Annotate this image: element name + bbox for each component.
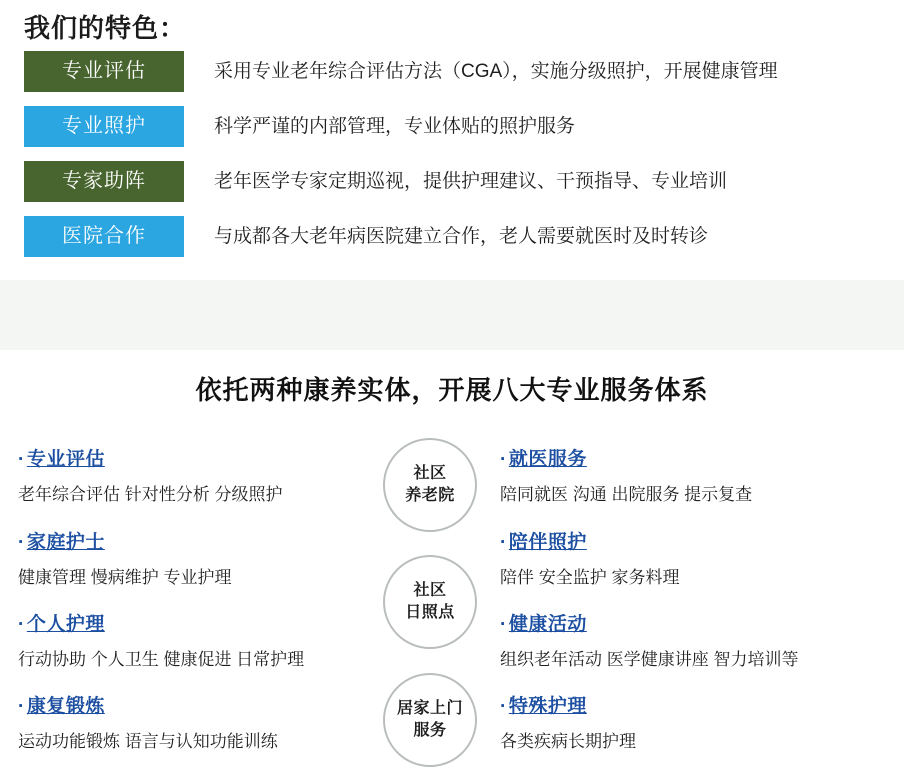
entity-circle-community-nursing-home (383, 438, 477, 532)
service-desc: 陪伴 安全监护 家务料理 (500, 568, 680, 587)
bullet-icon: · (500, 696, 507, 717)
feature-row (24, 216, 880, 257)
circle-line-2: 养老院 (405, 487, 455, 504)
service-title-text: 专业评估 (26, 449, 105, 470)
circle-line-1: 居家上门 (396, 700, 463, 717)
section-divider (0, 280, 904, 350)
feature-tag: 专业照护 (24, 106, 184, 147)
features-section (0, 0, 904, 300)
service-desc: 组织老年活动 医学健康讲座 智力培训等 (500, 650, 799, 669)
service-title-text: 健康活动 (508, 614, 587, 635)
service-title (18, 527, 398, 554)
service-title (18, 444, 398, 471)
service-title (18, 609, 398, 636)
service-desc: 行动协助 个人卫生 健康促进 日常护理 (18, 650, 305, 669)
bullet-icon: · (500, 614, 507, 635)
service-desc: 老年综合评估 针对性分析 分级照护 (18, 485, 283, 504)
service-desc: 运动功能锻炼 语言与认知功能训练 (18, 732, 278, 751)
bullet-icon: · (500, 449, 507, 470)
feature-tag: 专家助阵 (24, 161, 184, 202)
feature-row (24, 161, 880, 202)
bullet-icon: · (18, 614, 25, 635)
entity-circle-community-day-care (383, 555, 477, 649)
feature-text: 科学严谨的内部管理，专业体贴的照护服务 (214, 116, 576, 137)
service-desc: 陪同就医 沟通 出院服务 提示复查 (500, 485, 753, 504)
service-title (500, 691, 880, 718)
circle-line-2: 日照点 (405, 604, 455, 621)
bullet-icon: · (18, 696, 25, 717)
service-title (500, 444, 880, 471)
service-title (500, 609, 880, 636)
service-item (500, 444, 880, 505)
service-title-text: 陪伴照护 (508, 532, 587, 553)
service-title-text: 个人护理 (26, 614, 105, 635)
service-item (18, 444, 398, 505)
service-item (18, 527, 398, 588)
feature-text: 采用专业老年综合评估方法（CGA），实施分级照护，开展健康管理 (214, 61, 778, 82)
entity-circle-home-visit-service (383, 673, 477, 767)
bullet-icon: · (18, 532, 25, 553)
service-title (18, 691, 398, 718)
circle-line-1: 社区 (413, 582, 447, 599)
bullet-icon: · (500, 532, 507, 553)
service-item (500, 527, 880, 588)
feature-text: 老年医学专家定期巡视，提供护理建议、干预指导、专业培训 (214, 171, 728, 192)
feature-row (24, 106, 880, 147)
service-title-text: 特殊护理 (508, 696, 587, 717)
service-item (500, 609, 880, 670)
service-title-text: 康复锻炼 (26, 696, 105, 717)
service-desc: 健康管理 慢病维护 专业护理 (18, 568, 232, 587)
feature-tag: 医院合作 (24, 216, 184, 257)
service-item (500, 691, 880, 752)
service-title (500, 527, 880, 554)
service-title-text: 就医服务 (508, 449, 587, 470)
circle-line-1: 社区 (413, 465, 447, 482)
services-heading: 依托两种康养实体，开展八大专业服务体系 (195, 375, 709, 405)
feature-tag: 专业评估 (24, 51, 184, 92)
circle-line-2: 服务 (413, 722, 447, 739)
service-title-text: 家庭护士 (26, 532, 105, 553)
services-section (0, 350, 904, 782)
feature-text: 与成都各大老年病医院建立合作，老人需要就医时及时转诊 (214, 226, 709, 247)
features-heading: 我们的特色： (24, 13, 187, 43)
service-item (18, 609, 398, 670)
bullet-icon: · (18, 449, 25, 470)
feature-row (24, 51, 880, 92)
service-item (18, 691, 398, 752)
service-desc: 各类疾病长期护理 (500, 732, 636, 751)
